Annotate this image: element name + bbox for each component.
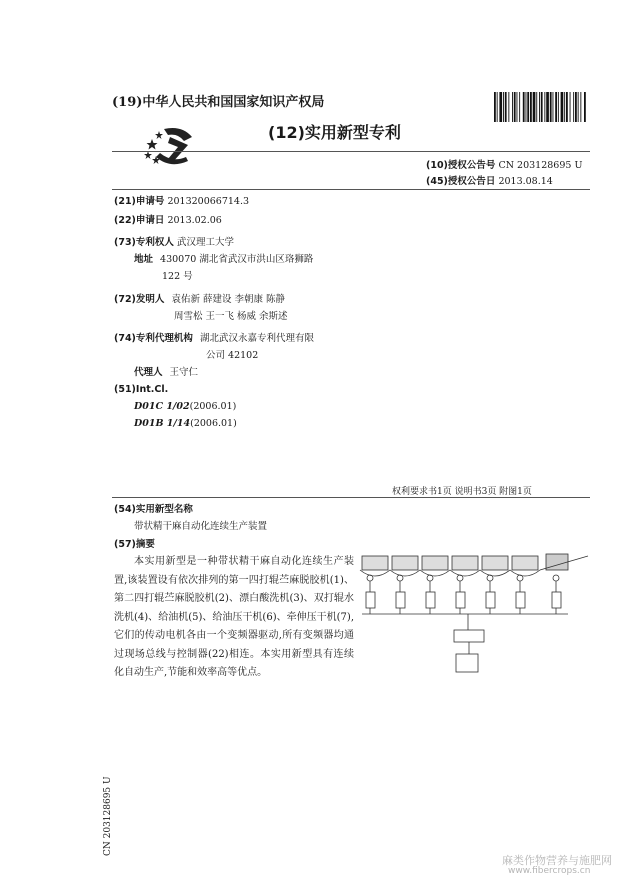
agent bbox=[134, 364, 198, 378]
application-date-label: (22)申请日 bbox=[114, 215, 165, 226]
address-line1: 430070 湖北省武汉市洪山区珞狮路 bbox=[160, 254, 314, 265]
utility-title-label-text: (54)实用新型名称 bbox=[114, 504, 193, 515]
address-label: 地址 bbox=[134, 254, 154, 265]
patentee-label: (73)专利权人 bbox=[114, 237, 174, 248]
inventors bbox=[114, 291, 285, 305]
ipc-class-2-date: (2006.01) bbox=[190, 418, 237, 429]
barcode bbox=[494, 92, 586, 122]
publication-date bbox=[426, 173, 553, 187]
agency-label: (74)专利代理机构 bbox=[114, 333, 193, 344]
abstract-label-text: (57)摘要 bbox=[114, 539, 155, 550]
device-drawing bbox=[358, 552, 590, 684]
biblio-divider bbox=[112, 189, 590, 190]
agent-label: 代理人 bbox=[134, 367, 163, 378]
inventors-label: (72)发明人 bbox=[114, 294, 165, 305]
utility-title-label bbox=[114, 501, 193, 515]
publication-number-label: (10)授权公告号 bbox=[426, 160, 496, 171]
agent-value: 王守仁 bbox=[169, 367, 199, 378]
inventors-line2: 周雪松 王一飞 杨威 余斯述 bbox=[174, 311, 288, 322]
document-type: (12)实用新型专利 bbox=[268, 123, 401, 142]
ipc-class-2-code: D01B 1/14 bbox=[134, 418, 191, 429]
abstract-text: 本实用新型是一种带状精干麻自动化连续生产装置,该装置设有依次排列的第一四打辊苎麻脱胶机(1)、第二四打辊苎麻脱胶机(2)、漂白酸洗机(3)、双打辊水洗机(4)、给油机(5)、给油压干机(6)、牵伸压干机(7),它们的传动电机各由一个变频器驱动,所有变频器均通过现场总线与控制器(22)相连。本实用新型具有连续化自动生产,节能和效率高等优点。 bbox=[114, 556, 354, 678]
ipc-class-1 bbox=[134, 401, 236, 412]
patent-office-name: (19)中华人民共和国国家知识产权局 bbox=[112, 95, 325, 110]
application-number bbox=[114, 193, 249, 207]
application-date-value: 2013.02.06 bbox=[167, 215, 222, 226]
application-date bbox=[114, 212, 222, 226]
header-divider bbox=[112, 151, 590, 152]
agency-line1: 湖北武汉永嘉专利代理有限 bbox=[199, 333, 314, 344]
publication-date-label: (45)授权公告日 bbox=[426, 176, 496, 187]
abstract-divider bbox=[112, 497, 590, 498]
application-number-value: 201320066714.3 bbox=[167, 196, 250, 207]
utility-title: 带状精干麻自动化连续生产装置 bbox=[134, 521, 268, 532]
application-number-label: (21)申请号 bbox=[114, 196, 165, 207]
publication-date-value: 2013.08.14 bbox=[498, 176, 553, 187]
inventors-line1: 袁佑新 薛建设 李朝康 陈静 bbox=[171, 294, 285, 305]
side-publication-number bbox=[103, 736, 117, 856]
ipc-class-2 bbox=[134, 418, 237, 429]
patentee bbox=[114, 234, 234, 248]
watermark-url: www.fibercrops.cn bbox=[508, 866, 591, 876]
publication-number bbox=[426, 157, 582, 171]
address bbox=[134, 251, 313, 265]
watermark-cn: 麻类作物营养与施肥网 bbox=[502, 854, 612, 867]
publication-number-value: CN 203128695 U bbox=[498, 160, 583, 171]
int-cl bbox=[114, 384, 168, 395]
agency-line2: 公司 42102 bbox=[206, 350, 259, 361]
ipc-class-1-date: (2006.01) bbox=[189, 401, 237, 412]
cnipa-logo bbox=[142, 123, 198, 167]
ipc-class-1-code: D01C 1/02 bbox=[134, 401, 190, 412]
patentee-value: 武汉理工大学 bbox=[176, 237, 234, 248]
agency bbox=[114, 330, 314, 344]
side-publication-number-text: CN 203128695 U bbox=[103, 776, 113, 856]
address-line2: 122 号 bbox=[162, 271, 193, 282]
pages-info: 权利要求书1页 说明书3页 附图1页 bbox=[392, 487, 532, 497]
int-cl-label: (51)Int.Cl. bbox=[114, 384, 169, 395]
abstract-label bbox=[114, 536, 155, 550]
